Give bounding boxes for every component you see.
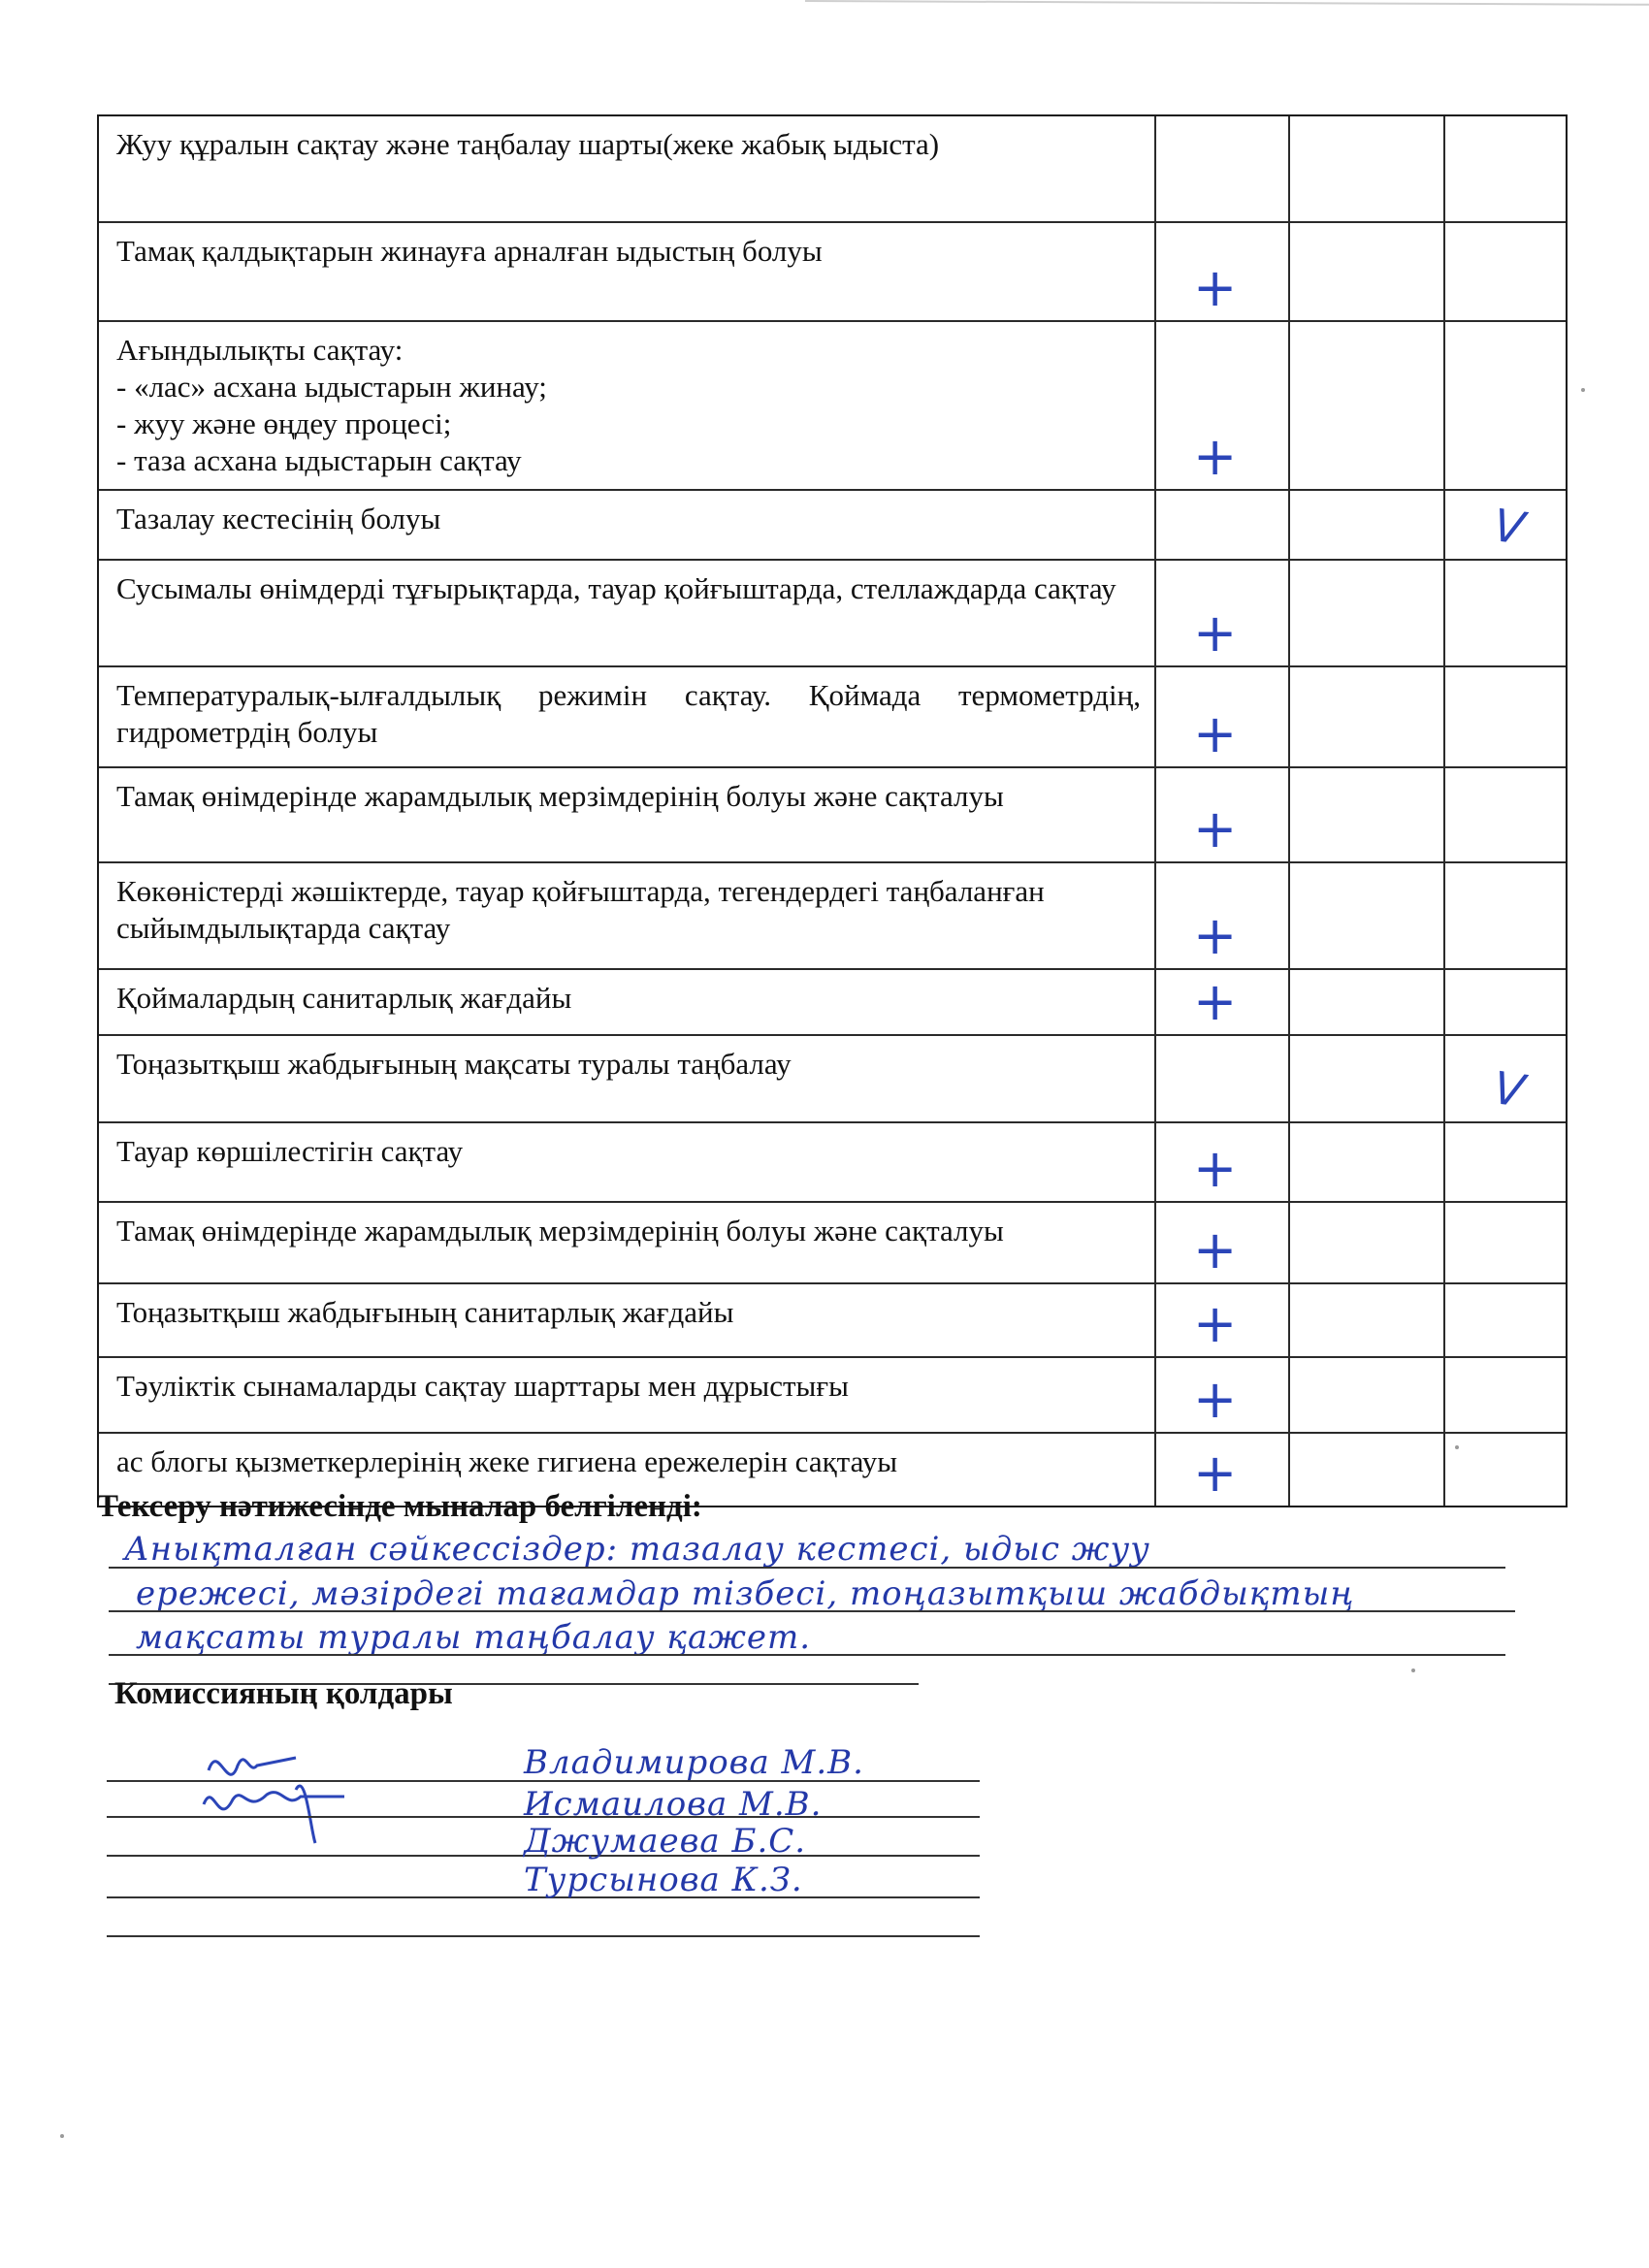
criterion-text: Тамақ қалдықтарын жинауға арналған ыдыстың болуы: [116, 234, 823, 268]
checklist-row: [99, 1203, 1566, 1284]
mark-cell: [1156, 1123, 1290, 1201]
plus-mark: +: [1193, 905, 1238, 966]
criterion-text: Сусымалы өнімдерді тұғырықтарда, тауар қойғыштарда, стеллаждарда сақтау: [116, 571, 1116, 605]
checklist-row: [99, 491, 1566, 561]
mark-cell: [1156, 1203, 1290, 1282]
scan-edge-line: [805, 0, 1649, 6]
criterion-cell: [99, 970, 1156, 1034]
mark-cell: [1290, 223, 1445, 320]
mark-cell: [1156, 863, 1290, 968]
criterion-text: Тоңазытқыш жабдығының мақсаты туралы таңбалау: [116, 1047, 792, 1081]
plus-mark: +: [1193, 257, 1238, 318]
criterion-cell: [99, 491, 1156, 559]
criterion-text: Жуу құралын сақтау және таңбалау шарты(жеке жабық ыдыста): [116, 127, 940, 161]
plus-mark: +: [1193, 1219, 1238, 1280]
signature-rule-5: [107, 1935, 980, 1937]
plus-mark: +: [1193, 703, 1238, 764]
criterion-text: Қоймалардың санитарлық жағдайы: [116, 981, 572, 1015]
checklist-table: [97, 114, 1568, 1507]
criterion-cell: [99, 667, 1156, 766]
checklist-row: [99, 223, 1566, 322]
checklist-row: [99, 1123, 1566, 1203]
plus-mark: +: [1193, 602, 1238, 664]
mark-cell: [1156, 1036, 1290, 1121]
mark-cell: [1445, 863, 1566, 968]
mark-cell: [1156, 768, 1290, 861]
plus-mark: +: [1193, 971, 1238, 1032]
checklist-row: [99, 667, 1566, 768]
plus-mark: +: [1193, 1442, 1238, 1504]
mark-cell: [1445, 1203, 1566, 1282]
plus-mark: +: [1193, 798, 1238, 859]
signature-name-1: Владимирова М.В.: [524, 1743, 864, 1782]
criterion-cell: [99, 1123, 1156, 1201]
signature-name-2: Исмаилова М.В.: [524, 1785, 823, 1824]
mark-cell: [1156, 970, 1290, 1034]
signature-scribble: [189, 1736, 422, 1853]
mark-cell: [1445, 1434, 1566, 1506]
mark-cell: [1290, 1434, 1445, 1506]
checklist-row: [99, 1284, 1566, 1358]
criterion-cell: [99, 768, 1156, 861]
finding-rule-2: [109, 1610, 1515, 1612]
criterion-text: Температуралық-ылғалдылық режимін сақтау. Қоймада термометрдің, гидрометрдің болуы: [116, 678, 1141, 749]
criterion-text: - таза асхана ыдыстарын сақтау: [116, 443, 522, 477]
criterion-cell: [99, 1358, 1156, 1432]
mark-cell: [1290, 1036, 1445, 1121]
findings-title: Тексеру нәтижесінде мыналар белгіленді:: [97, 1489, 702, 1524]
criterion-text: Тазалау кестесінің болуы: [116, 502, 441, 535]
criterion-cell: [99, 561, 1156, 665]
criterion-text: Тамақ өнімдерінде жарамдылық мерзімдерінің болуы және сақталуы: [116, 779, 1004, 813]
plus-mark: +: [1193, 1138, 1238, 1199]
mark-cell: [1445, 768, 1566, 861]
scan-speck: [1581, 388, 1585, 392]
criterion-text: ас блогы қызметкерлерінің жеке гигиена ережелерін сақтауы: [116, 1444, 898, 1478]
mark-cell: [1290, 667, 1445, 766]
mark-cell: [1156, 561, 1290, 665]
mark-cell: [1290, 768, 1445, 861]
mark-cell: [1290, 1123, 1445, 1201]
checklist-row: [99, 1358, 1566, 1434]
criterion-cell: [99, 116, 1156, 221]
mark-cell: [1290, 322, 1445, 489]
mark-cell: [1445, 491, 1566, 559]
scan-speck: [1411, 1669, 1415, 1672]
mark-cell: [1445, 1358, 1566, 1432]
mark-cell: [1290, 1203, 1445, 1282]
mark-cell: [1290, 116, 1445, 221]
mark-cell: [1445, 561, 1566, 665]
criterion-cell: [99, 223, 1156, 320]
mark-cell: [1445, 970, 1566, 1034]
scan-speck: [1455, 1445, 1459, 1449]
criterion-cell: [99, 1284, 1156, 1356]
finding-line-1: Анықталған сәйкессіздер: тазалау кестесі, ыдыс жуу: [124, 1530, 1150, 1569]
scan-speck: [60, 2134, 64, 2138]
criterion-cell: [99, 863, 1156, 968]
mark-cell: [1290, 1358, 1445, 1432]
plus-mark: +: [1193, 1293, 1238, 1354]
criterion-text: Тауар көршілестігін сақтау: [116, 1134, 464, 1168]
criterion-cell: [99, 1036, 1156, 1121]
mark-cell: [1290, 491, 1445, 559]
check-mark: V: [1490, 499, 1529, 555]
finding-line-2: ережесі, мәзірдегі тағамдар тізбесі, тоңазытқыш жабдықтың: [136, 1574, 1355, 1613]
signature-name-4: Турсынова К.З.: [524, 1861, 803, 1899]
check-mark: V: [1490, 1061, 1529, 1118]
checklist-row: [99, 768, 1566, 863]
checklist-row: [99, 863, 1566, 970]
mark-cell: [1445, 1284, 1566, 1356]
criterion-text: Тәуліктік сынамаларды сақтау шарттары мен дұрыстығы: [116, 1369, 849, 1403]
signature-name-3: Джумаева Б.С.: [524, 1822, 807, 1861]
mark-cell: [1445, 223, 1566, 320]
criterion-text: Тоңазытқыш жабдығының санитарлық жағдайы: [116, 1295, 734, 1329]
criterion-text: Ағындылықты сақтау:: [116, 333, 404, 367]
criterion-text: - «лас» асхана ыдыстарын жинау;: [116, 370, 547, 404]
criterion-text: Тамақ өнімдерінде жарамдылық мерзімдерінің болуы және сақталуы: [116, 1214, 1004, 1247]
mark-cell: [1156, 322, 1290, 489]
criterion-cell: [99, 1203, 1156, 1282]
mark-cell: [1290, 1284, 1445, 1356]
signatures-title: Комиссияның қолдары: [114, 1676, 453, 1711]
mark-cell: [1290, 863, 1445, 968]
criterion-text: Көкөністерді жәшіктерде, тауар қойғыштарда, тегендердегі таңбаланған сыйымдылықтарда сақтау: [116, 874, 1045, 945]
checklist-row: [99, 970, 1566, 1036]
mark-cell: [1156, 1284, 1290, 1356]
mark-cell: [1445, 667, 1566, 766]
mark-cell: [1156, 116, 1290, 221]
mark-cell: [1156, 1434, 1290, 1506]
mark-cell: [1445, 116, 1566, 221]
finding-rule-3: [109, 1654, 1505, 1656]
criterion-cell: [99, 322, 1156, 489]
mark-cell: [1156, 1358, 1290, 1432]
criterion-text: - жуу және өңдеу процесі;: [116, 406, 452, 440]
mark-cell: [1156, 491, 1290, 559]
mark-cell: [1156, 667, 1290, 766]
mark-cell: [1445, 1123, 1566, 1201]
plus-mark: +: [1193, 426, 1238, 487]
mark-cell: [1156, 223, 1290, 320]
mark-cell: [1445, 1036, 1566, 1121]
finding-line-3: мақсаты туралы таңбалау қажет.: [136, 1618, 812, 1657]
mark-cell: [1290, 970, 1445, 1034]
mark-cell: [1290, 561, 1445, 665]
mark-cell: [1445, 322, 1566, 489]
checklist-row: [99, 322, 1566, 491]
finding-rule-1: [109, 1567, 1505, 1569]
checklist-row: [99, 561, 1566, 667]
checklist-row: [99, 1036, 1566, 1123]
checklist-row: [99, 116, 1566, 223]
plus-mark: +: [1193, 1369, 1238, 1430]
